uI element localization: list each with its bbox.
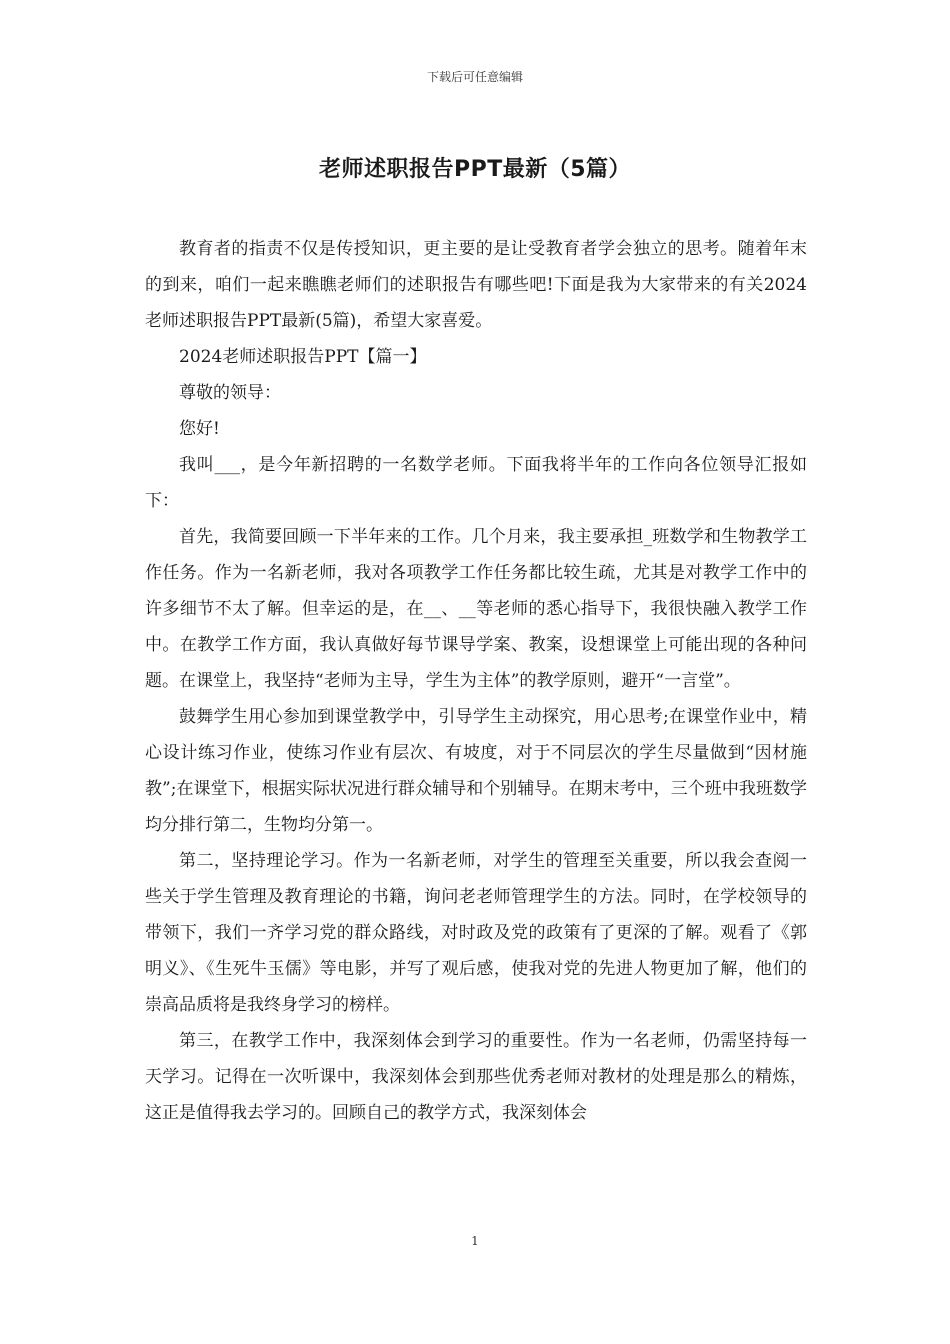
greeting: 您好!: [179, 419, 220, 439]
salutation: 尊敬的领导：: [179, 383, 281, 403]
paragraph-third: 第三，在教学工作中，我深刻体会到学习的重要性。作为一名老师，仍需坚持每一天学习。记得在一次听课中，我深刻体会到那些优秀老师对教材的处理是那么的精炼，这正是值得我去学习的。回顾自己的教学方式，我深刻体会: [145, 1031, 807, 1123]
paragraph-encourage: 鼓舞学生用心参加到课堂教学中，引导学生主动探究，用心思考;在课堂作业中，精心设计练习作业，使练习作业有层次、有坡度，对于不同层次的学生尽量做到“因材施教”;在课堂下，根据实际状况进行群众辅导和个别辅导。在期末考中，三个班中我班数学均分排行第二，生物均分第一。: [145, 707, 807, 835]
paragraph-self-intro: 我叫___，是今年新招聘的一名数学老师。下面我将半年的工作向各位领导汇报如下：: [145, 455, 807, 511]
page-number: 1: [471, 1234, 479, 1248]
header-note: 下载后可任意编辑: [426, 70, 523, 84]
document-body: [145, 231, 807, 1131]
paragraph-intro: 教育者的指责不仅是传授知识，更主要的是让受教育者学会独立的思考。随着年末的到来，咱们一起来瞧瞧老师们的述职报告有哪些吧!下面是我为大家带来的有关2024老师述职报告PPT最新(5篇)，希望大家喜爱。: [145, 239, 807, 331]
paragraph-second: 第二，坚持理论学习。作为一名新老师，对学生的管理至关重要，所以我会查阅一些关于学生管理及教育理论的书籍，询问老老师管理学生的方法。同时，在学校领导的带领下，我们一齐学习党的群众路线，对时政及党的政策有了更深的了解。观看了《郭明义》、《生死牛玉儒》等电影，并写了观后感，使我对党的先进人物更加了解，他们的崇高品质将是我终身学习的榜样。: [145, 851, 807, 1015]
document-title: 老师述职报告PPT最新（5篇）: [318, 157, 632, 182]
paragraph-first: 首先，我简要回顾一下半年来的工作。几个月来，我主要承担_班数学和生物教学工作任务。作为一名新老师，我对各项教学工作任务都比较生疏，尤其是对教学工作中的许多细节不太了解。但幸运的是，在__、__等老师的悉心指导下，我很快融入教学工作中。在教学工作方面，我认真做好每节课导学案、教案，设想课堂上可能出现的各种问题。在课堂上，我坚持“老师为主导，学生为主体”的教学原则，避开“一言堂”。: [145, 527, 807, 691]
section-heading: 2024老师述职报告PPT【篇一】: [179, 347, 427, 367]
